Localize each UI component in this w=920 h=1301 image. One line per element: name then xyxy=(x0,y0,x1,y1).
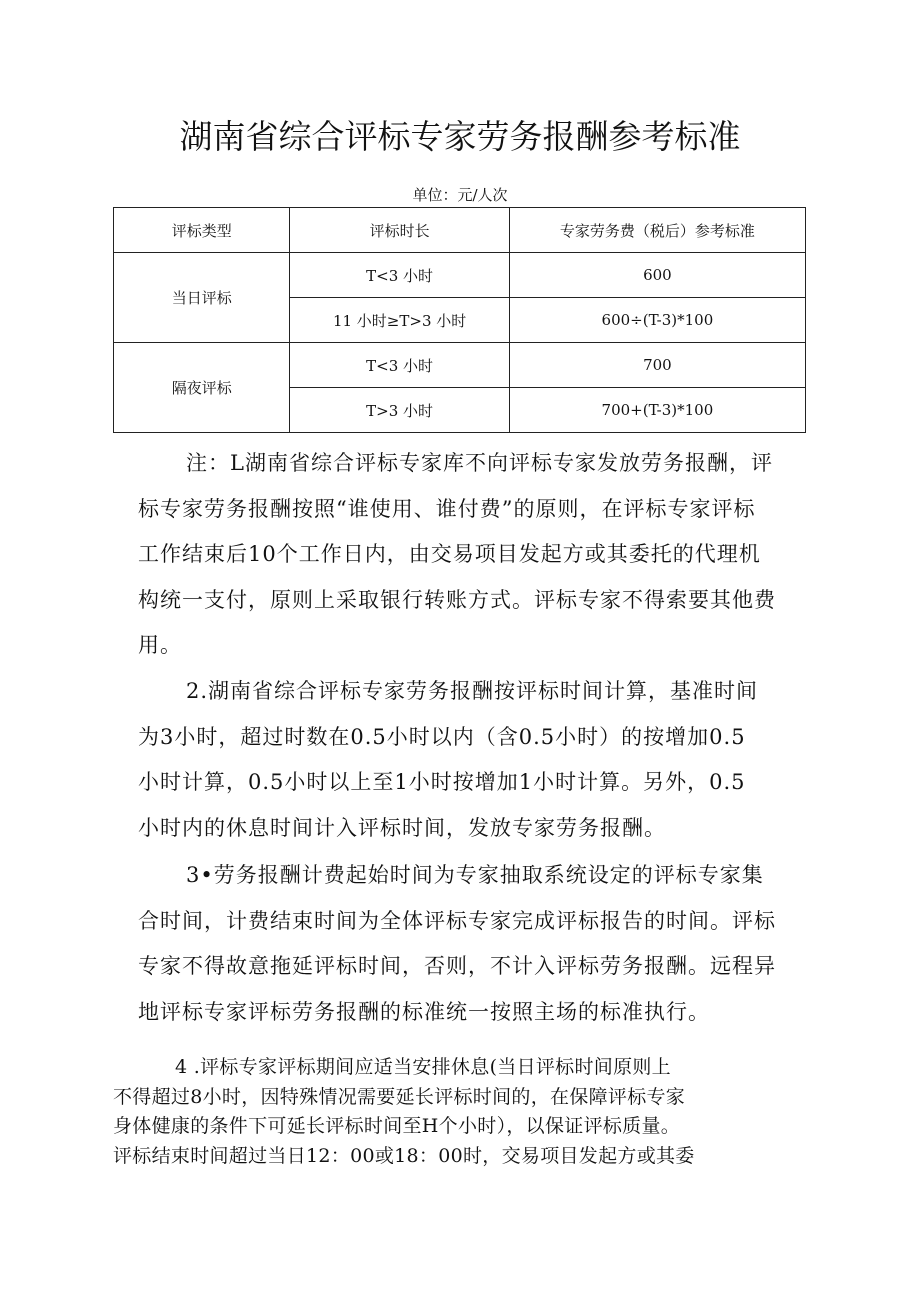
note-4-line: 评标结束时间超过当日12：00或18：00时，交易项目发起方或其委 xyxy=(113,1144,695,1167)
note-3 xyxy=(138,853,776,1035)
note-3-line: 地评标专家评标劳务报酬的标准统一按照主场的标准执行。 xyxy=(138,999,710,1024)
cell-fee: 600 xyxy=(509,253,805,298)
note-1-line: 标专家劳务报酬按照“谁使用、谁付费”的原则，在评标专家评标 xyxy=(138,496,756,521)
cell-duration: 11 小时≥T>3 小时 xyxy=(290,298,509,343)
header-type: 评标类型 xyxy=(114,208,290,253)
table-row xyxy=(114,343,806,388)
cell-duration: T<3 小时 xyxy=(290,253,509,298)
fee-standard-table xyxy=(113,207,806,433)
cell-type-same-day: 当日评标 xyxy=(114,253,290,343)
note-2-line: 小时内的休息时间计入评标时间，发放专家劳务报酬。 xyxy=(138,815,666,840)
note-3-line: 3•劳务报酬计费起始时间为专家抽取系统设定的评标专家集 xyxy=(186,863,764,887)
header-duration: 评标时长 xyxy=(290,208,509,253)
unit-label: 单位：元/人次 xyxy=(412,186,508,204)
note-1-line: 用。 xyxy=(138,633,182,657)
document-title: 湖南省综合评标专家劳务报酬参考标准 xyxy=(179,117,741,156)
table-header-row xyxy=(114,208,806,253)
table-row xyxy=(114,253,806,298)
note-4-line: 身体健康的条件下可延长评标时间至H个小时），以保证评标质量。 xyxy=(113,1115,681,1137)
note-2-line: 为3小时，超过时数在0.5小时以内（含0.5小时）的按增加0.5 xyxy=(138,724,746,749)
cell-duration: T>3 小时 xyxy=(290,388,509,433)
note-4-line: 4 .评标专家评标期间应适当安排休息(当日评标时间原则上 xyxy=(175,1056,671,1078)
cell-duration: T<3 小时 xyxy=(290,343,509,388)
note-3-line: 合时间，计费结束时间为全体评标专家完成评标报告的时间。评标 xyxy=(138,908,776,933)
note-3-line: 专家不得故意拖延评标时间，否则，不计入评标劳务报酬。远程异 xyxy=(138,954,776,978)
note-2-line: 小时计算，0.5小时以上至1小时按增加1小时计算。另外，0.5 xyxy=(138,770,746,794)
cell-fee: 600÷(T-3)*100 xyxy=(509,298,805,343)
cell-fee: 700 xyxy=(509,343,805,388)
header-fee: 专家劳务费（税后）参考标准 xyxy=(509,208,805,253)
note-4-line: 不得超过8小时，因特殊情况需要延长评标时间的，在保障评标专家 xyxy=(113,1085,686,1108)
note-1-line: 注：L湖南省综合评标专家库不向评标专家发放劳务报酬，评 xyxy=(186,451,773,475)
cell-fee: 700+(T-3)*100 xyxy=(509,388,805,433)
note-1-line: 构统一支付，原则上采取银行转账方式。评标专家不得索要其他费 xyxy=(138,587,776,612)
note-1 xyxy=(138,441,776,669)
note-1-line: 工作结束后10个工作日内，由交易项目发起方或其委托的代理机 xyxy=(138,542,761,566)
note-4 xyxy=(113,1053,695,1171)
note-2-line: 2.湖南省综合评标专家劳务报酬按评标时间计算，基准时间 xyxy=(186,679,759,703)
note-2 xyxy=(138,669,758,851)
cell-type-overnight: 隔夜评标 xyxy=(114,343,290,433)
